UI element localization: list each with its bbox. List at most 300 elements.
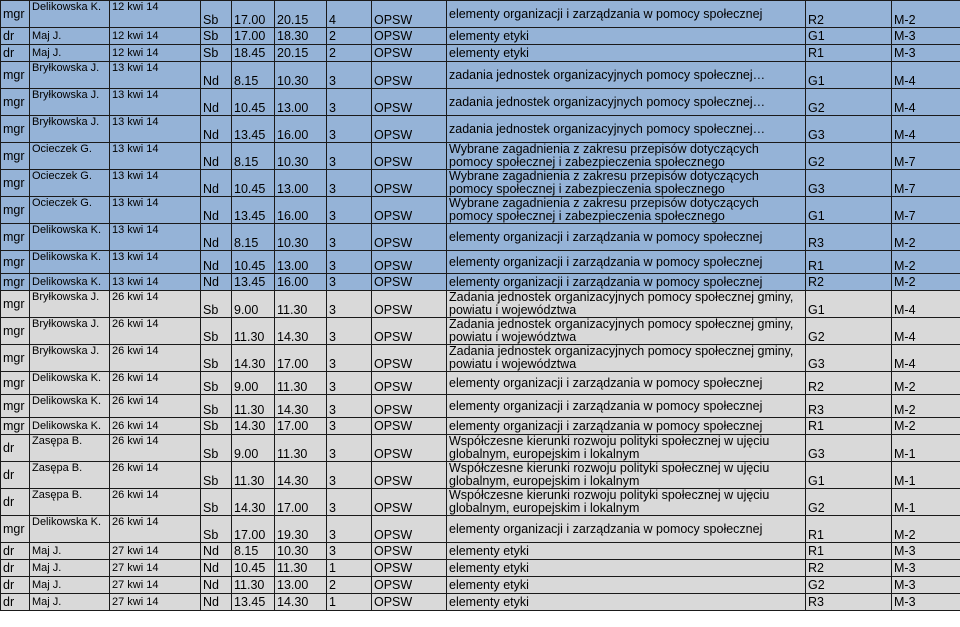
subject-cell: elementy organizacji i zarządzania w pomocy społecznej bbox=[447, 224, 806, 251]
subject-cell: Wybrane zagadnienia z zakresu przepisów dotyczących pomocy społecznej i zabezpieczenia społecznego bbox=[447, 143, 806, 170]
table-row bbox=[1, 1, 960, 28]
group-cell: G3 bbox=[806, 170, 892, 197]
day-cell: Sb bbox=[201, 345, 232, 372]
subject-cell: Współczesne kierunki rozwoju polityki społecznej w ujęciu globalnym, europejskim i lokalnym bbox=[447, 435, 806, 462]
hours-cell: 3 bbox=[327, 62, 372, 89]
form-cell: OPSW bbox=[372, 345, 447, 372]
hours-cell: 3 bbox=[327, 170, 372, 197]
start-time-cell: 14.30 bbox=[232, 345, 275, 372]
room-cell: M-7 bbox=[892, 197, 960, 224]
hours-cell: 4 bbox=[327, 1, 372, 28]
day-cell: Sb bbox=[201, 395, 232, 418]
date-cell: 13 kwi 14 bbox=[110, 62, 201, 89]
form-cell: OPSW bbox=[372, 143, 447, 170]
start-time-cell: 18.45 bbox=[232, 45, 275, 62]
day-cell: Nd bbox=[201, 560, 232, 577]
date-cell: 13 kwi 14 bbox=[110, 143, 201, 170]
date-cell: 26 kwi 14 bbox=[110, 516, 201, 543]
teacher-cell: Bryłkowska J. bbox=[30, 62, 110, 89]
degree-cell: mgr bbox=[1, 143, 30, 170]
start-time-cell: 14.30 bbox=[232, 489, 275, 516]
end-time-cell: 10.30 bbox=[275, 143, 327, 170]
end-time-cell: 11.30 bbox=[275, 291, 327, 318]
hours-cell: 3 bbox=[327, 372, 372, 395]
hours-cell: 3 bbox=[327, 89, 372, 116]
date-cell: 13 kwi 14 bbox=[110, 224, 201, 251]
table-row bbox=[1, 560, 960, 577]
subject-cell: elementy organizacji i zarządzania w pomocy społecznej bbox=[447, 395, 806, 418]
hours-cell: 3 bbox=[327, 345, 372, 372]
subject-cell: elementy organizacji i zarządzania w pomocy społecznej bbox=[447, 1, 806, 28]
start-time-cell: 8.15 bbox=[232, 543, 275, 560]
hours-cell: 2 bbox=[327, 577, 372, 594]
degree-cell: mgr bbox=[1, 89, 30, 116]
group-cell: G2 bbox=[806, 318, 892, 345]
hours-cell: 1 bbox=[327, 560, 372, 577]
subject-cell: Zadania jednostek organizacyjnych pomocy społecznej gminy, powiatu i województwa bbox=[447, 345, 806, 372]
form-cell: OPSW bbox=[372, 251, 447, 274]
teacher-cell: Zasępa B. bbox=[30, 489, 110, 516]
subject-cell: Zadania jednostek organizacyjnych pomocy społecznej gminy, powiatu i województwa bbox=[447, 291, 806, 318]
degree-cell: mgr bbox=[1, 170, 30, 197]
subject-cell: Wybrane zagadnienia z zakresu przepisów dotyczących pomocy społecznej i zabezpieczenia społecznego bbox=[447, 170, 806, 197]
day-cell: Sb bbox=[201, 45, 232, 62]
group-cell: G1 bbox=[806, 62, 892, 89]
room-cell: M-2 bbox=[892, 372, 960, 395]
degree-cell: mgr bbox=[1, 345, 30, 372]
day-cell: Nd bbox=[201, 543, 232, 560]
date-cell: 26 kwi 14 bbox=[110, 418, 201, 435]
degree-cell: dr bbox=[1, 594, 30, 611]
day-cell: Nd bbox=[201, 577, 232, 594]
group-cell: G1 bbox=[806, 197, 892, 224]
end-time-cell: 11.30 bbox=[275, 560, 327, 577]
end-time-cell: 17.00 bbox=[275, 345, 327, 372]
degree-cell: mgr bbox=[1, 1, 30, 28]
group-cell: G2 bbox=[806, 489, 892, 516]
form-cell: OPSW bbox=[372, 516, 447, 543]
day-cell: Nd bbox=[201, 274, 232, 291]
form-cell: OPSW bbox=[372, 1, 447, 28]
form-cell: OPSW bbox=[372, 560, 447, 577]
end-time-cell: 18.30 bbox=[275, 28, 327, 45]
end-time-cell: 17.00 bbox=[275, 418, 327, 435]
hours-cell: 3 bbox=[327, 291, 372, 318]
end-time-cell: 16.00 bbox=[275, 116, 327, 143]
degree-cell: mgr bbox=[1, 418, 30, 435]
degree-cell: dr bbox=[1, 543, 30, 560]
form-cell: OPSW bbox=[372, 489, 447, 516]
day-cell: Nd bbox=[201, 62, 232, 89]
hours-cell: 3 bbox=[327, 489, 372, 516]
teacher-cell: Ocieczek G. bbox=[30, 143, 110, 170]
end-time-cell: 11.30 bbox=[275, 372, 327, 395]
teacher-cell: Maj J. bbox=[30, 45, 110, 62]
group-cell: G3 bbox=[806, 435, 892, 462]
teacher-cell: Bryłkowska J. bbox=[30, 345, 110, 372]
hours-cell: 3 bbox=[327, 543, 372, 560]
subject-cell: Wybrane zagadnienia z zakresu przepisów dotyczących pomocy społecznej i zabezpieczenia społecznego bbox=[447, 197, 806, 224]
table-row bbox=[1, 489, 960, 516]
form-cell: OPSW bbox=[372, 116, 447, 143]
start-time-cell: 10.45 bbox=[232, 251, 275, 274]
hours-cell: 3 bbox=[327, 462, 372, 489]
degree-cell: mgr bbox=[1, 116, 30, 143]
schedule-rows bbox=[1, 1, 960, 611]
hours-cell: 3 bbox=[327, 251, 372, 274]
end-time-cell: 16.00 bbox=[275, 274, 327, 291]
degree-cell: dr bbox=[1, 489, 30, 516]
day-cell: Sb bbox=[201, 28, 232, 45]
teacher-cell: Delikowska K. bbox=[30, 274, 110, 291]
subject-cell: zadania jednostek organizacyjnych pomocy społecznej… bbox=[447, 89, 806, 116]
room-cell: M-7 bbox=[892, 143, 960, 170]
hours-cell: 2 bbox=[327, 45, 372, 62]
form-cell: OPSW bbox=[372, 543, 447, 560]
teacher-cell: Maj J. bbox=[30, 594, 110, 611]
degree-cell: mgr bbox=[1, 516, 30, 543]
date-cell: 27 kwi 14 bbox=[110, 543, 201, 560]
subject-cell: elementy organizacji i zarządzania w pomocy społecznej bbox=[447, 274, 806, 291]
day-cell: Sb bbox=[201, 318, 232, 345]
table-row bbox=[1, 170, 960, 197]
teacher-cell: Bryłkowska J. bbox=[30, 318, 110, 345]
table-row bbox=[1, 462, 960, 489]
form-cell: OPSW bbox=[372, 435, 447, 462]
form-cell: OPSW bbox=[372, 594, 447, 611]
date-cell: 26 kwi 14 bbox=[110, 345, 201, 372]
teacher-cell: Delikowska K. bbox=[30, 516, 110, 543]
table-row bbox=[1, 395, 960, 418]
hours-cell: 2 bbox=[327, 28, 372, 45]
group-cell: G1 bbox=[806, 291, 892, 318]
teacher-cell: Bryłkowska J. bbox=[30, 291, 110, 318]
start-time-cell: 11.30 bbox=[232, 462, 275, 489]
room-cell: M-3 bbox=[892, 577, 960, 594]
teacher-cell: Delikowska K. bbox=[30, 224, 110, 251]
end-time-cell: 14.30 bbox=[275, 395, 327, 418]
end-time-cell: 20.15 bbox=[275, 45, 327, 62]
teacher-cell: Bryłkowska J. bbox=[30, 89, 110, 116]
day-cell: Nd bbox=[201, 116, 232, 143]
room-cell: M-2 bbox=[892, 418, 960, 435]
table-row bbox=[1, 516, 960, 543]
hours-cell: 3 bbox=[327, 418, 372, 435]
end-time-cell: 10.30 bbox=[275, 543, 327, 560]
table-row bbox=[1, 435, 960, 462]
end-time-cell: 10.30 bbox=[275, 62, 327, 89]
table-row bbox=[1, 418, 960, 435]
subject-cell: Współczesne kierunki rozwoju polityki społecznej w ujęciu globalnym, europejskim i lokalnym bbox=[447, 462, 806, 489]
start-time-cell: 17.00 bbox=[232, 28, 275, 45]
start-time-cell: 11.30 bbox=[232, 395, 275, 418]
date-cell: 27 kwi 14 bbox=[110, 577, 201, 594]
start-time-cell: 17.00 bbox=[232, 1, 275, 28]
day-cell: Nd bbox=[201, 251, 232, 274]
group-cell: R2 bbox=[806, 372, 892, 395]
end-time-cell: 10.30 bbox=[275, 224, 327, 251]
day-cell: Nd bbox=[201, 89, 232, 116]
end-time-cell: 13.00 bbox=[275, 251, 327, 274]
teacher-cell: Delikowska K. bbox=[30, 251, 110, 274]
teacher-cell: Delikowska K. bbox=[30, 395, 110, 418]
degree-cell: mgr bbox=[1, 291, 30, 318]
end-time-cell: 16.00 bbox=[275, 197, 327, 224]
teacher-cell: Bryłkowska J. bbox=[30, 116, 110, 143]
hours-cell: 1 bbox=[327, 594, 372, 611]
table-row bbox=[1, 274, 960, 291]
teacher-cell: Ocieczek G. bbox=[30, 197, 110, 224]
teacher-cell: Delikowska K. bbox=[30, 1, 110, 28]
start-time-cell: 8.15 bbox=[232, 224, 275, 251]
day-cell: Sb bbox=[201, 372, 232, 395]
start-time-cell: 13.45 bbox=[232, 594, 275, 611]
form-cell: OPSW bbox=[372, 45, 447, 62]
group-cell: R2 bbox=[806, 1, 892, 28]
group-cell: R1 bbox=[806, 543, 892, 560]
start-time-cell: 13.45 bbox=[232, 116, 275, 143]
teacher-cell: Maj J. bbox=[30, 560, 110, 577]
teacher-cell: Zasępa B. bbox=[30, 462, 110, 489]
subject-cell: elementy organizacji i zarządzania w pomocy społecznej bbox=[447, 251, 806, 274]
start-time-cell: 8.15 bbox=[232, 62, 275, 89]
degree-cell: dr bbox=[1, 45, 30, 62]
group-cell: R1 bbox=[806, 251, 892, 274]
degree-cell: mgr bbox=[1, 197, 30, 224]
room-cell: M-2 bbox=[892, 224, 960, 251]
date-cell: 26 kwi 14 bbox=[110, 462, 201, 489]
end-time-cell: 13.00 bbox=[275, 170, 327, 197]
start-time-cell: 13.45 bbox=[232, 274, 275, 291]
date-cell: 26 kwi 14 bbox=[110, 489, 201, 516]
teacher-cell: Maj J. bbox=[30, 577, 110, 594]
hours-cell: 3 bbox=[327, 318, 372, 345]
degree-cell: dr bbox=[1, 28, 30, 45]
day-cell: Sb bbox=[201, 516, 232, 543]
group-cell: G1 bbox=[806, 28, 892, 45]
table-row bbox=[1, 28, 960, 45]
date-cell: 26 kwi 14 bbox=[110, 435, 201, 462]
room-cell: M-2 bbox=[892, 251, 960, 274]
degree-cell: mgr bbox=[1, 395, 30, 418]
date-cell: 26 kwi 14 bbox=[110, 291, 201, 318]
end-time-cell: 11.30 bbox=[275, 435, 327, 462]
subject-cell: elementy etyki bbox=[447, 577, 806, 594]
end-time-cell: 14.30 bbox=[275, 318, 327, 345]
table-row bbox=[1, 372, 960, 395]
form-cell: OPSW bbox=[372, 372, 447, 395]
degree-cell: dr bbox=[1, 577, 30, 594]
start-time-cell: 10.45 bbox=[232, 170, 275, 197]
table-row bbox=[1, 577, 960, 594]
room-cell: M-2 bbox=[892, 274, 960, 291]
hours-cell: 3 bbox=[327, 516, 372, 543]
start-time-cell: 10.45 bbox=[232, 89, 275, 116]
form-cell: OPSW bbox=[372, 224, 447, 251]
form-cell: OPSW bbox=[372, 418, 447, 435]
end-time-cell: 17.00 bbox=[275, 489, 327, 516]
group-cell: G1 bbox=[806, 462, 892, 489]
table-row bbox=[1, 345, 960, 372]
group-cell: R2 bbox=[806, 274, 892, 291]
date-cell: 26 kwi 14 bbox=[110, 318, 201, 345]
subject-cell: zadania jednostek organizacyjnych pomocy społecznej… bbox=[447, 116, 806, 143]
degree-cell: dr bbox=[1, 462, 30, 489]
room-cell: M-2 bbox=[892, 516, 960, 543]
group-cell: G2 bbox=[806, 143, 892, 170]
table-row bbox=[1, 224, 960, 251]
group-cell: R1 bbox=[806, 516, 892, 543]
table-row bbox=[1, 197, 960, 224]
subject-cell: elementy etyki bbox=[447, 594, 806, 611]
room-cell: M-1 bbox=[892, 462, 960, 489]
teacher-cell: Delikowska K. bbox=[30, 418, 110, 435]
room-cell: M-4 bbox=[892, 291, 960, 318]
form-cell: OPSW bbox=[372, 462, 447, 489]
subject-cell: elementy etyki bbox=[447, 560, 806, 577]
teacher-cell: Ocieczek G. bbox=[30, 170, 110, 197]
start-time-cell: 8.15 bbox=[232, 143, 275, 170]
form-cell: OPSW bbox=[372, 62, 447, 89]
date-cell: 27 kwi 14 bbox=[110, 560, 201, 577]
date-cell: 12 kwi 14 bbox=[110, 28, 201, 45]
subject-cell: Współczesne kierunki rozwoju polityki społecznej w ujęciu globalnym, europejskim i lokalnym bbox=[447, 489, 806, 516]
form-cell: OPSW bbox=[372, 28, 447, 45]
start-time-cell: 9.00 bbox=[232, 372, 275, 395]
form-cell: OPSW bbox=[372, 197, 447, 224]
room-cell: M-3 bbox=[892, 594, 960, 611]
end-time-cell: 13.00 bbox=[275, 89, 327, 116]
group-cell: R2 bbox=[806, 560, 892, 577]
start-time-cell: 13.45 bbox=[232, 197, 275, 224]
room-cell: M-4 bbox=[892, 345, 960, 372]
degree-cell: mgr bbox=[1, 274, 30, 291]
subject-cell: elementy etyki bbox=[447, 28, 806, 45]
table-row bbox=[1, 116, 960, 143]
room-cell: M-3 bbox=[892, 543, 960, 560]
hours-cell: 3 bbox=[327, 143, 372, 170]
degree-cell: mgr bbox=[1, 62, 30, 89]
form-cell: OPSW bbox=[372, 170, 447, 197]
date-cell: 26 kwi 14 bbox=[110, 395, 201, 418]
day-cell: Nd bbox=[201, 224, 232, 251]
table-row bbox=[1, 318, 960, 345]
teacher-cell: Maj J. bbox=[30, 28, 110, 45]
date-cell: 13 kwi 14 bbox=[110, 251, 201, 274]
form-cell: OPSW bbox=[372, 577, 447, 594]
date-cell: 12 kwi 14 bbox=[110, 45, 201, 62]
hours-cell: 3 bbox=[327, 116, 372, 143]
hours-cell: 3 bbox=[327, 224, 372, 251]
subject-cell: elementy organizacji i zarządzania w pomocy społecznej bbox=[447, 372, 806, 395]
hours-cell: 3 bbox=[327, 274, 372, 291]
subject-cell: elementy etyki bbox=[447, 45, 806, 62]
subject-cell: Zadania jednostek organizacyjnych pomocy społecznej gminy, powiatu i województwa bbox=[447, 318, 806, 345]
degree-cell: mgr bbox=[1, 372, 30, 395]
subject-cell: elementy etyki bbox=[447, 543, 806, 560]
form-cell: OPSW bbox=[372, 291, 447, 318]
form-cell: OPSW bbox=[372, 395, 447, 418]
date-cell: 26 kwi 14 bbox=[110, 372, 201, 395]
end-time-cell: 19.30 bbox=[275, 516, 327, 543]
start-time-cell: 11.30 bbox=[232, 577, 275, 594]
day-cell: Nd bbox=[201, 197, 232, 224]
date-cell: 13 kwi 14 bbox=[110, 170, 201, 197]
start-time-cell: 10.45 bbox=[232, 560, 275, 577]
room-cell: M-3 bbox=[892, 28, 960, 45]
date-cell: 13 kwi 14 bbox=[110, 274, 201, 291]
day-cell: Sb bbox=[201, 418, 232, 435]
room-cell: M-7 bbox=[892, 170, 960, 197]
end-time-cell: 13.00 bbox=[275, 577, 327, 594]
day-cell: Sb bbox=[201, 1, 232, 28]
degree-cell: dr bbox=[1, 435, 30, 462]
hours-cell: 3 bbox=[327, 435, 372, 462]
group-cell: G3 bbox=[806, 116, 892, 143]
table-row bbox=[1, 143, 960, 170]
degree-cell: mgr bbox=[1, 251, 30, 274]
form-cell: OPSW bbox=[372, 318, 447, 345]
day-cell: Sb bbox=[201, 489, 232, 516]
room-cell: M-3 bbox=[892, 45, 960, 62]
group-cell: R1 bbox=[806, 418, 892, 435]
day-cell: Nd bbox=[201, 170, 232, 197]
room-cell: M-2 bbox=[892, 1, 960, 28]
group-cell: R3 bbox=[806, 594, 892, 611]
start-time-cell: 9.00 bbox=[232, 435, 275, 462]
date-cell: 13 kwi 14 bbox=[110, 197, 201, 224]
start-time-cell: 17.00 bbox=[232, 516, 275, 543]
degree-cell: dr bbox=[1, 560, 30, 577]
group-cell: R3 bbox=[806, 395, 892, 418]
start-time-cell: 9.00 bbox=[232, 291, 275, 318]
date-cell: 27 kwi 14 bbox=[110, 594, 201, 611]
group-cell: R3 bbox=[806, 224, 892, 251]
group-cell: R1 bbox=[806, 45, 892, 62]
group-cell: G2 bbox=[806, 89, 892, 116]
day-cell: Sb bbox=[201, 462, 232, 489]
teacher-cell: Zasępa B. bbox=[30, 435, 110, 462]
form-cell: OPSW bbox=[372, 89, 447, 116]
table-row bbox=[1, 291, 960, 318]
degree-cell: mgr bbox=[1, 318, 30, 345]
teacher-cell: Delikowska K. bbox=[30, 372, 110, 395]
hours-cell: 3 bbox=[327, 197, 372, 224]
subject-cell: zadania jednostek organizacyjnych pomocy społecznej… bbox=[447, 62, 806, 89]
start-time-cell: 11.30 bbox=[232, 318, 275, 345]
room-cell: M-2 bbox=[892, 395, 960, 418]
start-time-cell: 14.30 bbox=[232, 418, 275, 435]
day-cell: Sb bbox=[201, 291, 232, 318]
form-cell: OPSW bbox=[372, 274, 447, 291]
room-cell: M-4 bbox=[892, 62, 960, 89]
room-cell: M-1 bbox=[892, 435, 960, 462]
table-row bbox=[1, 543, 960, 560]
end-time-cell: 14.30 bbox=[275, 594, 327, 611]
teacher-cell: Maj J. bbox=[30, 543, 110, 560]
date-cell: 12 kwi 14 bbox=[110, 1, 201, 28]
subject-cell: elementy organizacji i zarządzania w pomocy społecznej bbox=[447, 418, 806, 435]
date-cell: 13 kwi 14 bbox=[110, 116, 201, 143]
table-row bbox=[1, 251, 960, 274]
table-row bbox=[1, 62, 960, 89]
date-cell: 13 kwi 14 bbox=[110, 89, 201, 116]
degree-cell: mgr bbox=[1, 224, 30, 251]
room-cell: M-4 bbox=[892, 89, 960, 116]
day-cell: Nd bbox=[201, 143, 232, 170]
table-row bbox=[1, 45, 960, 62]
room-cell: M-4 bbox=[892, 116, 960, 143]
